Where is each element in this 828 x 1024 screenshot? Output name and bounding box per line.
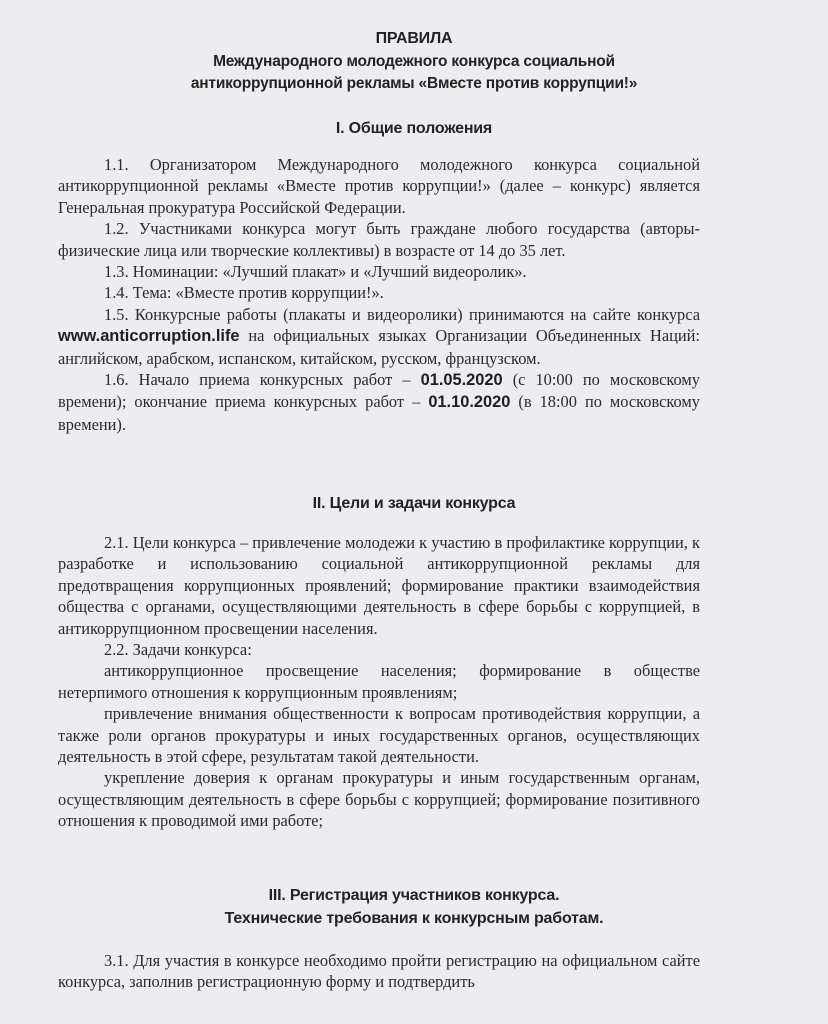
paragraph-1-6-text-a: 1.6. Начало приема конкурсных работ – bbox=[104, 370, 421, 390]
section-2-heading: II. Цели и задачи конкурса bbox=[312, 495, 516, 512]
paragraph-1-2: 1.2. Участниками конкурса могут быть граждане любого государства (авторы-физические лица или творческие коллективы) в возрасте от 14 до 35 лет. bbox=[58, 219, 700, 260]
start-date: 01.05.2020 bbox=[420, 371, 503, 390]
document-title: ПРАВИЛА bbox=[375, 30, 453, 47]
section-3-heading-line-1: III. Регистрация участников конкурса. bbox=[268, 887, 560, 904]
paragraph-2-1: 2.1. Цели конкурса – привлечение молодежи к участию в профилактике коррупции, к разработке и использованию социальной антикоррупционной рекламы для предотвращения коррупционных проявлений; формирование практики взаимодействия общества с органами, осуществляющими деятельность в сфере борьбы с коррупцией, в антикоррупционном просвещении населения. bbox=[58, 533, 700, 638]
paragraph-1-6-text-c: (в 18:00 по московскому времени). bbox=[58, 392, 700, 434]
task-item-1: антикоррупционное просвещение населения; формирование в обществе нетерпимого отношения к коррупционным проявлениям; bbox=[58, 661, 700, 702]
paragraph-3-1: 3.1. Для участия в конкурсе необходимо пройти регистрацию на официальном сайте конкурса, заполнив регистрационную форму и подтвердить bbox=[58, 951, 700, 992]
document-subtitle-line-2: антикоррупционной рекламы «Вместе против коррупции!» bbox=[190, 75, 638, 92]
task-item-3: укрепление доверия к органам прокуратуры и иным государственным органам, осуществляющим деятельность в сфере борьбы с коррупцией; формирование позитивного отношения к проводимой ими работе; bbox=[58, 768, 700, 831]
paragraph-1-6-text-b: (с 10:00 по московскому времени); окончание приема конкурсных работ – bbox=[58, 370, 700, 412]
paragraph-1-1: 1.1. Организатором Международного молодежного конкурса социальной антикоррупционной рекламы «Вместе против коррупции!» (далее – конкурс) является Генеральная прокуратура Российской Федерации. bbox=[58, 155, 700, 217]
paragraph-1-4: 1.4. Тема: «Вместе против коррупции!». bbox=[104, 283, 384, 303]
paragraph-1-5-text-a: 1.5. Конкурсные работы (плакаты и видеоролики) принимаются на сайте конкурса bbox=[104, 304, 700, 324]
paragraph-2-2: 2.2. Задачи конкурса: bbox=[104, 640, 252, 660]
task-item-2: привлечение внимания общественности к вопросам противодействия коррупции, а также роли органов прокуратуры и иных государственных органов, осуществляющих деятельность в этой сфере, результатам такой деятельности. bbox=[58, 704, 700, 767]
paragraph-1-5 bbox=[58, 304, 700, 369]
document-subtitle-line-1: Международного молодежного конкурса социальной bbox=[213, 53, 615, 70]
section-1-body bbox=[58, 154, 700, 435]
section-2-body bbox=[58, 532, 700, 832]
contest-website-link[interactable]: www.anticorruption.life bbox=[58, 327, 240, 346]
paragraph-1-5-text-b: на официальных языках Организации Объединенных Наций: английском, арабском, испанском, китайском, русском, французском. bbox=[58, 326, 700, 368]
paragraph-1-6 bbox=[58, 369, 700, 435]
section-1-heading: I. Общие положения bbox=[335, 120, 493, 137]
paragraph-1-3: 1.3. Номинации: «Лучший плакат» и «Лучший видеоролик». bbox=[104, 262, 527, 282]
end-date: 01.10.2020 bbox=[428, 393, 511, 412]
section-3-body bbox=[58, 950, 700, 993]
section-3-heading-line-2: Технические требования к конкурсным работам. bbox=[224, 910, 604, 927]
